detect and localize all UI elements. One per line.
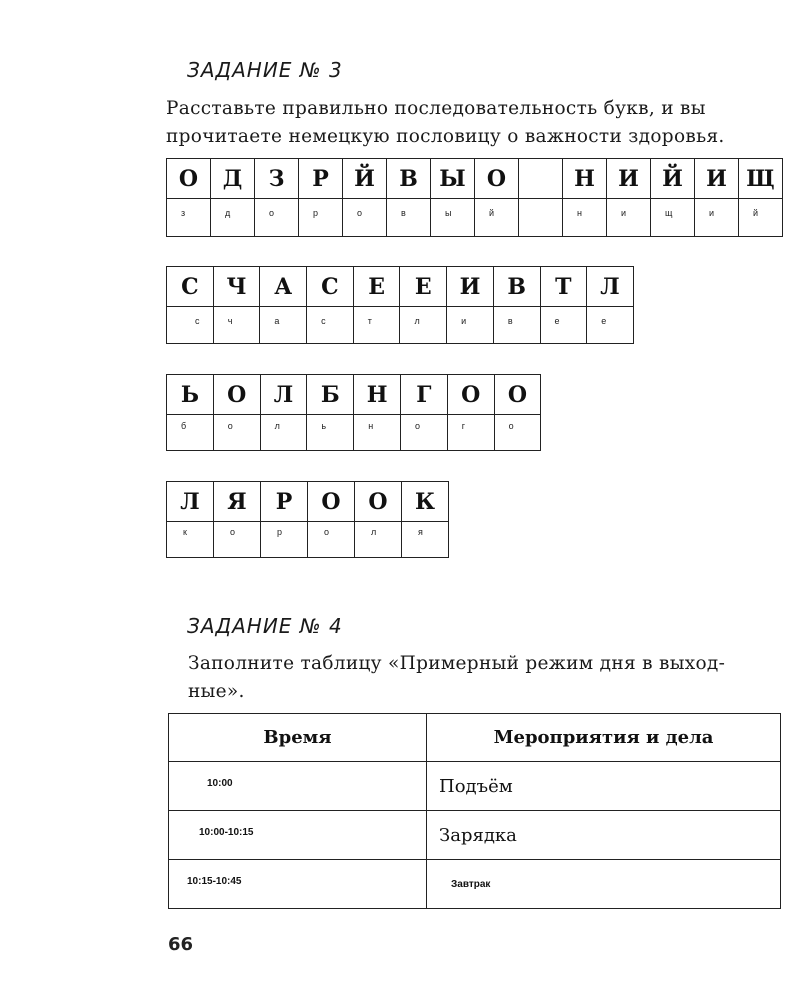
- letter-grid-4: [166, 481, 449, 558]
- answer-cell[interactable]: и: [447, 307, 494, 344]
- answer-cell[interactable]: г: [447, 415, 494, 451]
- page-number: 66: [168, 934, 194, 955]
- answer-cell[interactable]: к: [167, 522, 214, 558]
- scrambled-letter: Л: [260, 375, 307, 415]
- letter-grid-1: [166, 158, 783, 237]
- task4-text-line-2: ные».: [188, 681, 245, 702]
- answer-cell[interactable]: л: [355, 522, 402, 558]
- answer-cell[interactable]: о: [494, 415, 541, 451]
- scrambled-letter: Я: [214, 482, 261, 522]
- answer-cell[interactable]: о: [308, 522, 355, 558]
- scrambled-letter: И: [695, 159, 739, 199]
- answer-cell[interactable]: ч: [213, 307, 260, 344]
- scrambled-letter: О: [308, 482, 355, 522]
- column-header-activities: Мероприятия и дела: [427, 714, 781, 762]
- answer-cell[interactable]: р: [261, 522, 308, 558]
- scrambled-letter: Ч: [213, 267, 260, 307]
- scrambled-letter: Ы: [431, 159, 475, 199]
- scrambled-letter: З: [255, 159, 299, 199]
- letter-grid-3: [166, 374, 541, 451]
- scrambled-letter: Ь: [167, 375, 214, 415]
- answer-cell[interactable]: о: [400, 415, 447, 451]
- scrambled-letter: Р: [261, 482, 308, 522]
- scrambled-letter: О: [475, 159, 519, 199]
- scrambled-letter: О: [167, 159, 211, 199]
- scrambled-letter: О: [447, 375, 494, 415]
- scrambled-letter: С: [307, 267, 354, 307]
- scrambled-letter: Л: [587, 267, 634, 307]
- task3-text-line-2: прочитаете немецкую пословицу о важности здоровья.: [166, 126, 725, 147]
- answer-cell[interactable]: й: [475, 199, 519, 237]
- scrambled-letter: К: [402, 482, 449, 522]
- scrambled-letter: Р: [299, 159, 343, 199]
- answer-cell[interactable]: [519, 199, 563, 237]
- answer-cell[interactable]: в: [387, 199, 431, 237]
- table-row: [169, 811, 781, 860]
- scrambled-letter: Н: [354, 375, 401, 415]
- scrambled-letter: Е: [400, 267, 447, 307]
- scrambled-letter: О: [494, 375, 541, 415]
- time-cell[interactable]: 10:00-10:15: [169, 811, 427, 860]
- scrambled-letter: [519, 159, 563, 199]
- answer-cell[interactable]: о: [255, 199, 299, 237]
- answer-cell[interactable]: а: [260, 307, 307, 344]
- answer-cell[interactable]: д: [211, 199, 255, 237]
- schedule-table: [168, 713, 781, 909]
- activity-cell[interactable]: Зарядка: [427, 811, 781, 860]
- time-cell[interactable]: 10:15-10:45: [169, 860, 427, 909]
- scrambled-letter: Щ: [739, 159, 783, 199]
- scrambled-letter: С: [167, 267, 214, 307]
- answer-cell[interactable]: з: [167, 199, 211, 237]
- scrambled-letter: Д: [211, 159, 255, 199]
- answer-cell[interactable]: с: [307, 307, 354, 344]
- answer-cell[interactable]: т: [353, 307, 400, 344]
- scrambled-letter: Л: [167, 482, 214, 522]
- table-row: [169, 762, 781, 811]
- scrambled-letter: И: [607, 159, 651, 199]
- answer-cell[interactable]: щ: [651, 199, 695, 237]
- answer-cell[interactable]: н: [563, 199, 607, 237]
- task3-heading: ЗАДАНИЕ № 3: [187, 58, 343, 82]
- scrambled-letter: Б: [307, 375, 354, 415]
- table-row: [169, 860, 781, 909]
- time-cell[interactable]: 10:00: [169, 762, 427, 811]
- task4-instructions: [188, 650, 778, 706]
- task3-instructions: [166, 95, 778, 151]
- answer-cell[interactable]: о: [214, 522, 261, 558]
- answer-cell[interactable]: л: [400, 307, 447, 344]
- activity-cell[interactable]: Завтрак: [427, 860, 781, 909]
- activity-cell[interactable]: Подъём: [427, 762, 781, 811]
- scrambled-letter: И: [447, 267, 494, 307]
- answer-cell[interactable]: е: [587, 307, 634, 344]
- column-header-time: Время: [169, 714, 427, 762]
- scrambled-letter: Е: [353, 267, 400, 307]
- answer-cell[interactable]: р: [299, 199, 343, 237]
- answer-cell[interactable]: о: [343, 199, 387, 237]
- answer-cell[interactable]: б: [167, 415, 214, 451]
- scrambled-letter: В: [387, 159, 431, 199]
- scrambled-letter: О: [355, 482, 402, 522]
- task4-text-line-1: Заполните таблицу «Примерный режим дня в выход-: [188, 653, 726, 674]
- answer-cell[interactable]: ы: [431, 199, 475, 237]
- answer-cell[interactable]: в: [493, 307, 540, 344]
- scrambled-letter: Й: [651, 159, 695, 199]
- schedule-header-row: [169, 714, 781, 762]
- answer-cell[interactable]: л: [260, 415, 307, 451]
- scrambled-letter: Т: [540, 267, 587, 307]
- scrambled-letter: Н: [563, 159, 607, 199]
- answer-cell[interactable]: н: [354, 415, 401, 451]
- answer-cell[interactable]: я: [402, 522, 449, 558]
- answer-cell[interactable]: и: [607, 199, 651, 237]
- scrambled-letter: О: [213, 375, 260, 415]
- task4-heading: ЗАДАНИЕ № 4: [187, 614, 343, 638]
- answer-cell[interactable]: и: [695, 199, 739, 237]
- answer-cell[interactable]: о: [213, 415, 260, 451]
- scrambled-letter: Г: [400, 375, 447, 415]
- task3-text-line-1: Расставьте правильно последовательность букв, и вы: [166, 98, 706, 119]
- scrambled-letter: В: [493, 267, 540, 307]
- scrambled-letter: А: [260, 267, 307, 307]
- answer-cell[interactable]: с: [167, 307, 214, 344]
- answer-cell[interactable]: е: [540, 307, 587, 344]
- answer-cell[interactable]: й: [739, 199, 783, 237]
- answer-cell[interactable]: ь: [307, 415, 354, 451]
- letter-grid-2: [166, 266, 634, 344]
- scrambled-letter: Й: [343, 159, 387, 199]
